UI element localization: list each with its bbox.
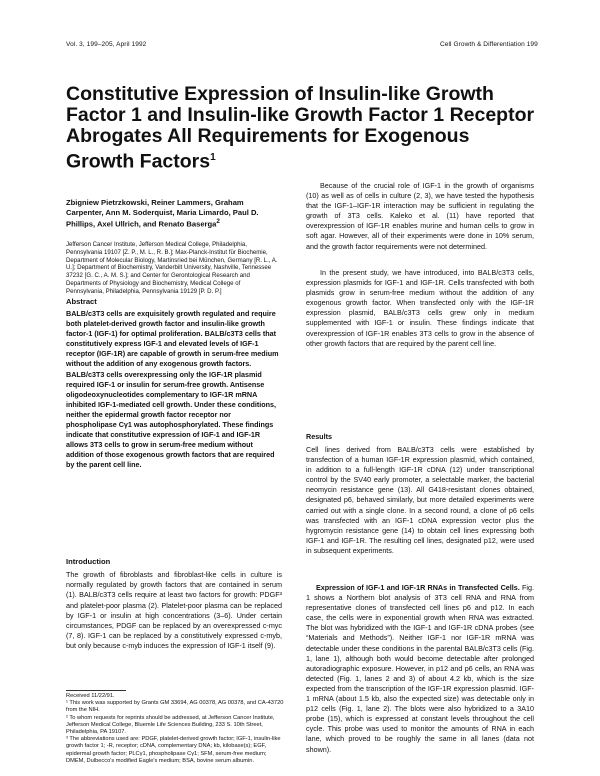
footnote-divider: [66, 690, 126, 691]
title-text: Constitutive Expression of Insulin-like Growth Factor 1 and Insulin-like Growth Factor 1 Receptor Abrogates All Requirements for Exogenous Growth Factors: [66, 83, 535, 173]
title-footnote-mark: 1: [210, 152, 216, 163]
authors-text: Zbigniew Pietrzkowski, Reiner Lammers, Graham Carpenter, Ann M. Soderquist, Maria Limardo, Paul D. Phillips, Axel Ullrich, and Renato Baserga: [66, 198, 259, 229]
results-subheading: Expression of IGF-1 and IGF-1R RNAs in Transfected Cells.: [316, 583, 520, 592]
right-paragraph-1: Because of the crucial role of IGF-1 in the growth of organisms (10) as well as of cells in culture (2, 3), we have tested the hypothesis that the IGF-1–IGF-1R interaction may be sufficient in regulating the growth of 3T3 cells. Kaleko et al. (11) have reported that overexpression of IGF-1R enables murine and human cells to grow in soft agar. However, all of their experiments were done in 10% serum, and the growth factor requirements were not determined.: [306, 181, 534, 251]
affiliations: Jefferson Cancer Institute, Jefferson Medical College, Philadelphia, Pennsylvania 19107 [Z. P., M. L., R. B.]; Max-Planck-Institut für Biochemie, Department of Molecular Biology, Martinsried bei München, Germany [R. L., A. U.]; Department of Biochemistry, Vanderbilt University, Nashville, Tennessee 37232 [G. C., A. M. S.]; and Center for Gerontological Research and Departments of Physiology and Biochemistry, Medical College of Pennsylvania, Philadelphia, Pennsylvania 19129 [P. D. P.]: [66, 241, 278, 295]
footnote-3: ³ The abbreviations used are: PDGF, platelet-derived growth factor; IGF-1, insulin-like growth factor 1; -R, receptor; cDNA, complementary DNA; kb, kilobase(s); EGF, epidermal growth factor; PLCγ1, phospholipase Cγ1; SFM, serum-free medium; DMEM, Dulbecco's modified Eagle's medium; BSA, bovine serum albumin.: [66, 736, 281, 764]
running-header-left: Vol. 3, 199–205, April 1992: [66, 41, 147, 48]
results-paragraph-2: [306, 583, 534, 755]
footnote-1: ¹ This work was supported by Grants GM 33694, AG 00378, AG 00378, and CA-43720 from the NIH.: [66, 700, 284, 714]
results-paragraph-1: Cell lines derived from BALB/c3T3 cells were established by transfection of a human IGF-1R expression plasmid, which contained, in addition to a full-length IGF-1R cDNA (12) under transcriptional control by the SV40 early promoter, a selectable marker, the bacterial neomycin resistance gene (13). All G418-resistant clones obtained, designated p6, behaved similarly, but more detailed experiments were carried out with a single clone. In a second round, a clone of p6 cells was transfected with an IGF-1 cDNA expression vector plus the hygromycin resistance gene (14) to obtain cell lines expressing both IGF-1 and IGF-1R. The resulting cell lines, designated p12, were used in subsequent experiments.: [306, 445, 534, 555]
author-list: [66, 198, 276, 229]
introduction-heading: Introduction: [66, 557, 111, 566]
results-paragraph-2-text: Fig. 1 shows a Northern blot analysis of 3T3 cell RNA and RNA from representative clones of transfected cell lines p6 and p12. In each case, the cells were in exponential growth when RNA was extracted. The blot was hybridized with the IGF-1 and IGF-1R cDNA probes (see “Materials and Methods”). Neither IGF-1 nor IGF-1R mRNA was detectable under these conditions in the parental BALB/c3T3 cells (Fig. 1, lane 1), although both would become detectable after prolonged autoradiographic exposure. However, in p12 and p6 cells, an RNA was detected (Fig. 1, lanes 2 and 3) of about 4.2 kb, which is the size expected from the transcription of the IGF-1R expression plasmid. IGF-1 mRNA (about 1.5 kb, also the expected size) was detectable only in p12 cells (Fig. 1, lane 2). The blots were also hybridized to a 3A10 probe (15), which is expressed at constant levels throughout the cell cycle. This probe was used to monitor the amounts of RNA in each lane, which proved to be roughly the same in all lanes (data not shown).: [306, 583, 534, 754]
footnote-received: Received 11/22/91.: [66, 693, 115, 699]
authors-footnote-mark: 2: [216, 218, 220, 226]
running-header-right: Cell Growth & Differentiation 199: [440, 41, 538, 48]
abstract-heading: Abstract: [66, 297, 97, 306]
article-title: [66, 84, 536, 173]
introduction-text: The growth of fibroblasts and fibroblast-like cells in culture is normally regulated by growth factors that are contained in serum (1). BALB/c3T3 cells require at least two factors for growth: PDGF³ and platelet-poor plasma (2). Platelet-poor plasma can be replaced by IGF-1 or insulin at high concentrations (3–6). Under certain circumstances, PDGF can be replaced by an overexpressed c-myc (7, 8). IGF-1 can be replaced by a constitutively expressed c-myb, but only because c-myb induces the expression of IGF-1 itself (9).: [66, 570, 282, 651]
results-heading: Results: [306, 432, 332, 441]
footnote-2: ² To whom requests for reprints should be addressed, at Jefferson Cancer Institute, Jefferson Medical College, Bluemle Life Sciences Building, 233 S. 10th Street, Philadelphia, PA 19107.: [66, 714, 275, 736]
right-paragraph-2: In the present study, we have introduced, into BALB/c3T3 cells, expression plasmids for IGF-1 and IGF-1R. Cells transfected with both plasmids grow in serum-free medium without the addition of any exogenous growth factor. When transfected only with the IGF-1R expression plasmid, BALB/c3T3 cells grew only in medium supplemented with IGF-1 or insulin. These findings indicate that overexpression of IGF-1R enables 3T3 cells to grow in the absence of other growth factors that are required by the parent cell line.: [306, 268, 534, 348]
footnotes: [66, 693, 284, 765]
abstract-text: BALB/c3T3 cells are exquisitely growth regulated and require both platelet-derived growth factor and insulin-like growth factor-1 (IGF-1) for optimal proliferation. BALB/c3T3 cells that constitutively express IGF-1 and elevated levels of IGF-1 receptor (IGF-1R) are capable of growth in serum-free medium without the addition of any exogenous growth factors. BALB/c3T3 cells overexpressing only the IGF-1R plasmid required IGF-1 or insulin for serum-free growth. Antisense oligodeoxynucleotides complementary to IGF-1R mRNA inhibited IGF-1-mediated cell growth. Under these conditions, neither the epidermal growth factor receptor nor phospholipase Cγ1 was autophosphorylated. These findings indicate that constitutive expression of IGF-1 and IGF-1R allows 3T3 cells to grow in serum-free medium without addition of those exogenous growth factors that are required by the parent cell line.: [66, 309, 279, 470]
